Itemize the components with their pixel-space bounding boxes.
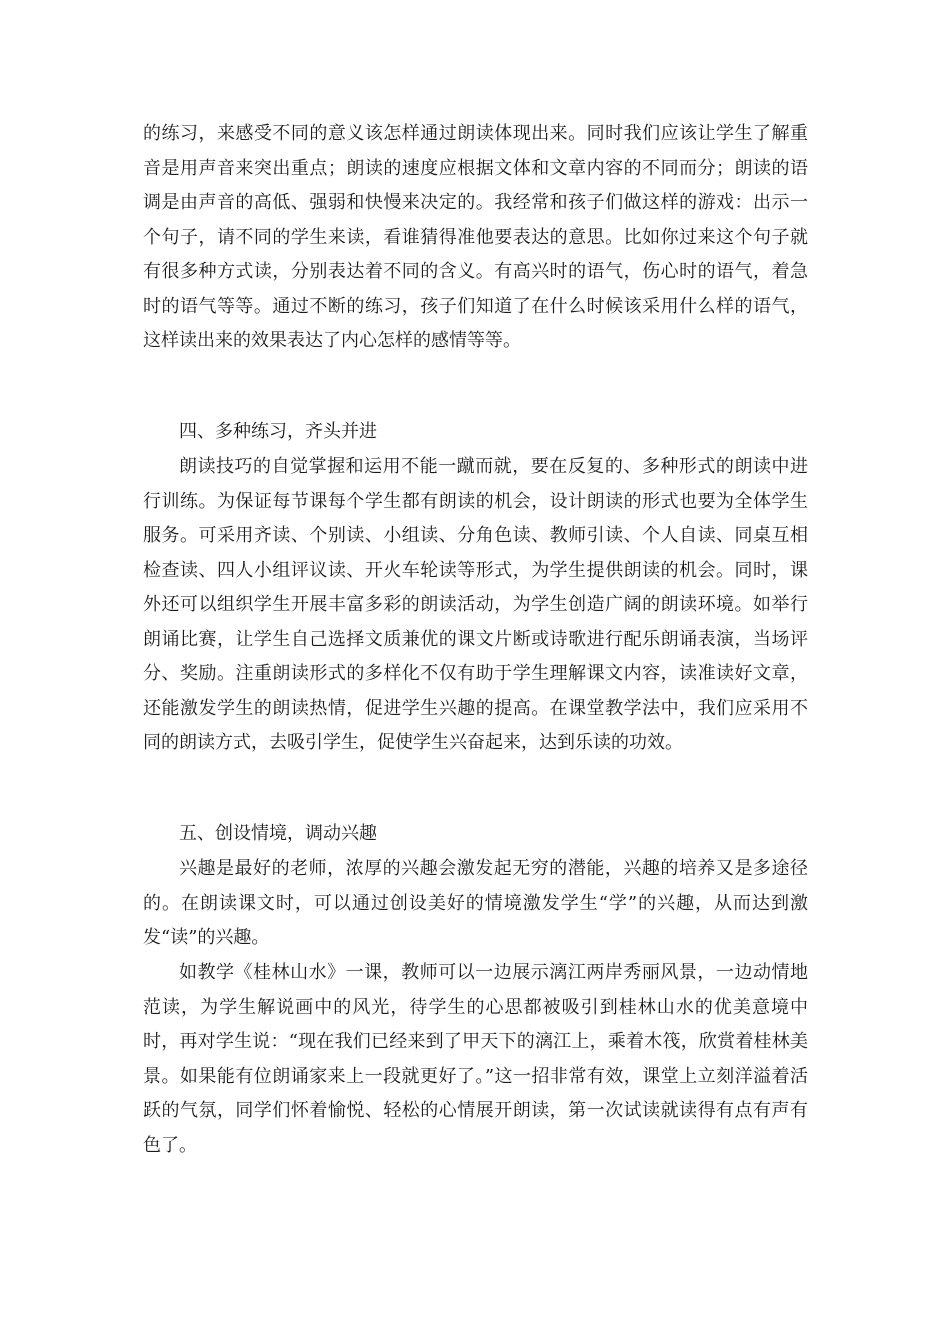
section-heading-4: 四、多种练习，齐头并进	[179, 421, 377, 442]
paragraph-guilin-example: 如教学《桂林山水》一课，教师可以一边展示漓江两岸秀丽风景，一边动情地范读，为学生解说画中的风光，待学生的心思都被吸引到桂林山水的优美意境中时，再对学生说：“现在我们已经来到了甲天下的漓江上，乘着木筏，欣赏着桂林美景。如果能有位朗诵家来上一段就更好了。”这一招非常有效，课堂上立刻洋溢着活跃的气氛，同学们怀着愉悦、轻松的心情展开朗读，第一次试读就读得有点有声有色了。	[143, 962, 808, 1156]
paragraph-interest: 兴趣是最好的老师，浓厚的兴趣会激发起无穷的潜能，兴趣的培养又是多途径的。在朗读课文时，可以通过创设美好的情境激发学生“学”的兴趣，从而达到激发“读”的兴趣。	[143, 858, 808, 948]
paragraph-reading-tone: 的练习，来感受不同的意义该怎样通过朗读体现出来。同时我们应该让学生了解重音是用声音来突出重点；朗读的速度应根据文体和文章内容的不同而分；朗读的语调是由声音的高低、强弱和快慢来决定的。我经常和孩子们做这样的游戏：出示一个句子，请不同的学生来读，看谁猜得准他要表达的意思。比如你过来这个句子就有很多种方式读，分别表达着不同的含义。有高兴时的语气，伤心时的语气，着急时的语气等等。通过不断的练习，孩子们知道了在什么时候该采用什么样的语气，这样读出来的效果表达了内心怎样的感情等等。	[143, 123, 808, 351]
section-heading-5: 五、创设情境，调动兴趣	[179, 823, 377, 844]
paragraph-reading-practice: 朗读技巧的自觉掌握和运用不能一蹴而就，要在反复的、多种形式的朗读中进行训练。为保证每节课每个学生都有朗读的机会，设计朗读的形式也要为全体学生服务。可采用齐读、个别读、小组读、分角色读、教师引读、个人自读、同桌互相检查读、四人小组评议读、开火车轮读等形式，为学生提供朗读的机会。同时，课外还可以组织学生开展丰富多彩的朗读活动，为学生创造广阔的朗读环境。如举行朗诵比赛，让学生自己选择文质兼优的课文片断或诗歌进行配乐朗诵表演，当场评分、奖励。注重朗读形式的多样化不仅有助于学生理解课文内容，读准读好文章，还能激发学生的朗读热情，促进学生兴趣的提高。在课堂教学法中，我们应采用不同的朗读方式，去吸引学生，促使学生兴奋起来，达到乐读的功效。	[143, 456, 808, 753]
